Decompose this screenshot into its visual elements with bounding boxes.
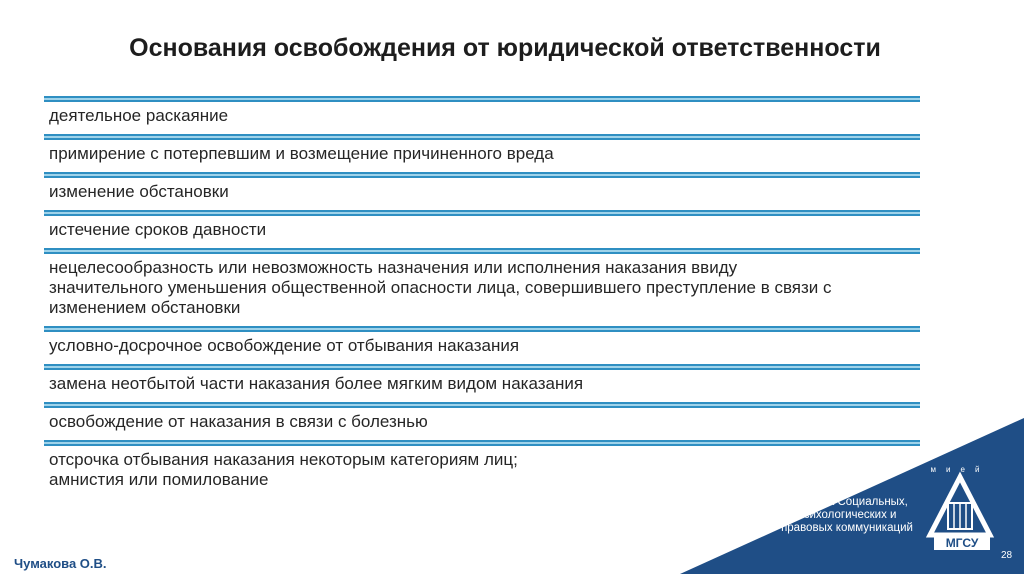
list-item: отсрочка отбывания наказания некоторым категориям лиц; амнистия или помилование — [49, 450, 518, 489]
list-item: условно-досрочное освобождение от отбывания наказания — [49, 336, 520, 355]
list-item: нецелесообразность или невозможность назначения или исполнения наказания ввиду значительного уменьшения общественной опасности лица, совершившего преступление в связи с изменением обстановки — [49, 258, 832, 317]
list-item: примирение с потерпевшим и возмещение причиненного вреда — [49, 144, 554, 163]
logo-bottom-text: МГСУ — [934, 536, 990, 550]
list-item: замена неотбытой части наказания более мягким видом наказания — [49, 374, 584, 393]
list-item: освобождение от наказания в связи с болезнью — [49, 412, 428, 431]
slide-title: Основания освобождения от юридической ответственности — [129, 34, 881, 62]
list-item: истечение сроков давности — [49, 220, 267, 239]
page-number: 28 — [1001, 550, 1013, 561]
list-item: изменение обстановки — [49, 182, 229, 201]
author-name: Чумакова О.В. — [14, 556, 107, 571]
department-label: Кафедра Социальных, психологических и правовых коммуникаций — [781, 496, 913, 534]
logo-top-text: мией — [930, 465, 990, 474]
list-item: деятельное раскаяние — [49, 106, 229, 125]
